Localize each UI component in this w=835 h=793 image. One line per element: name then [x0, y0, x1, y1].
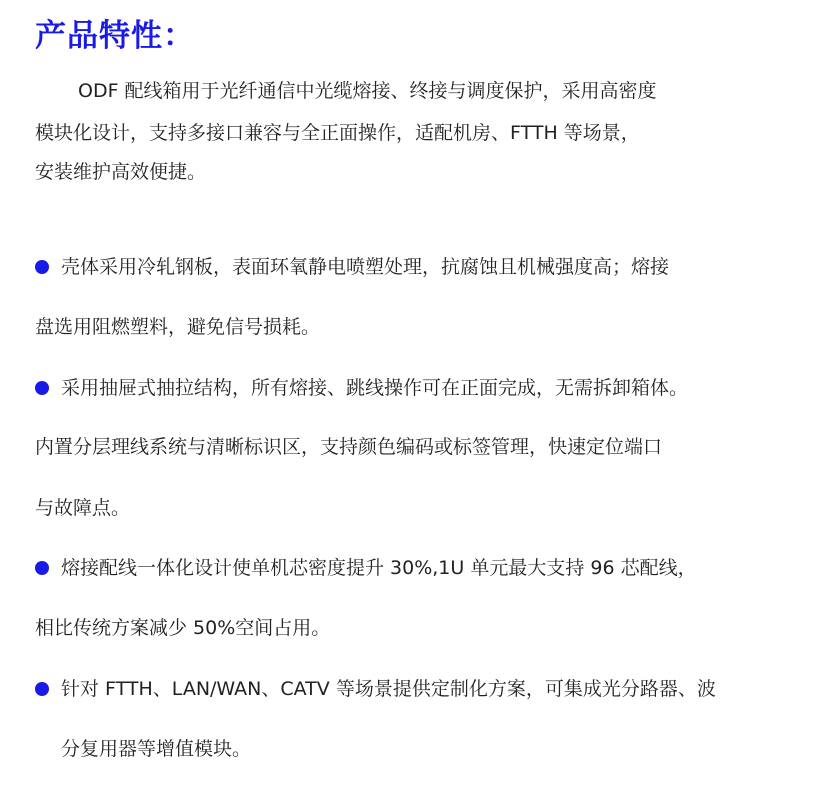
- feature-2-line-3: 与故障点。: [35, 497, 131, 519]
- intro-line-1: ODF 配线箱用于光纤通信中光缆熔接、终接与调度保护，采用高密度: [78, 80, 657, 102]
- bullet-dot-icon: [35, 260, 49, 274]
- intro-line-2: 模块化设计，支持多接口兼容与全正面操作，适配机房、FTTH 等场景，: [35, 122, 640, 144]
- bullet-dot-icon: [35, 381, 49, 395]
- feature-2-line-1: 采用抽屉式抽拉结构，所有熔接、跳线操作可在正面完成，无需拆卸箱体。: [61, 377, 689, 399]
- feature-1-line-2: 盘选用阻燃塑料，避免信号损耗。: [35, 316, 321, 338]
- page-title: 产品特性：: [35, 18, 195, 54]
- feature-3: [35, 557, 697, 579]
- feature-3-line-1: 熔接配线一体化设计使单机芯密度提升 30%,1U 单元最大支持 96 芯配线，: [61, 557, 697, 579]
- bullet-dot-icon: [35, 682, 49, 696]
- feature-1-line-1: 壳体采用冷轧钢板，表面环氧静电喷塑处理，抗腐蚀且机械强度高；熔接: [61, 256, 670, 278]
- feature-2-line-2: 内置分层理线系统与清晰标识区，支持颜色编码或标签管理，快速定位端口: [35, 436, 663, 458]
- feature-4-line-2: 分复用器等增值模块。: [61, 738, 252, 760]
- feature-2: [35, 377, 688, 399]
- bullet-dot-icon: [35, 561, 49, 575]
- feature-1: [35, 256, 669, 278]
- intro-line-3: 安装维护高效便捷。: [35, 161, 207, 183]
- feature-4: [35, 678, 716, 700]
- feature-4-line-1: 针对 FTTH、LAN/WAN、CATV 等场景提供定制化方案，可集成光分路器、波: [61, 678, 716, 700]
- feature-3-line-2: 相比传统方案减少 50%空间占用。: [35, 617, 331, 639]
